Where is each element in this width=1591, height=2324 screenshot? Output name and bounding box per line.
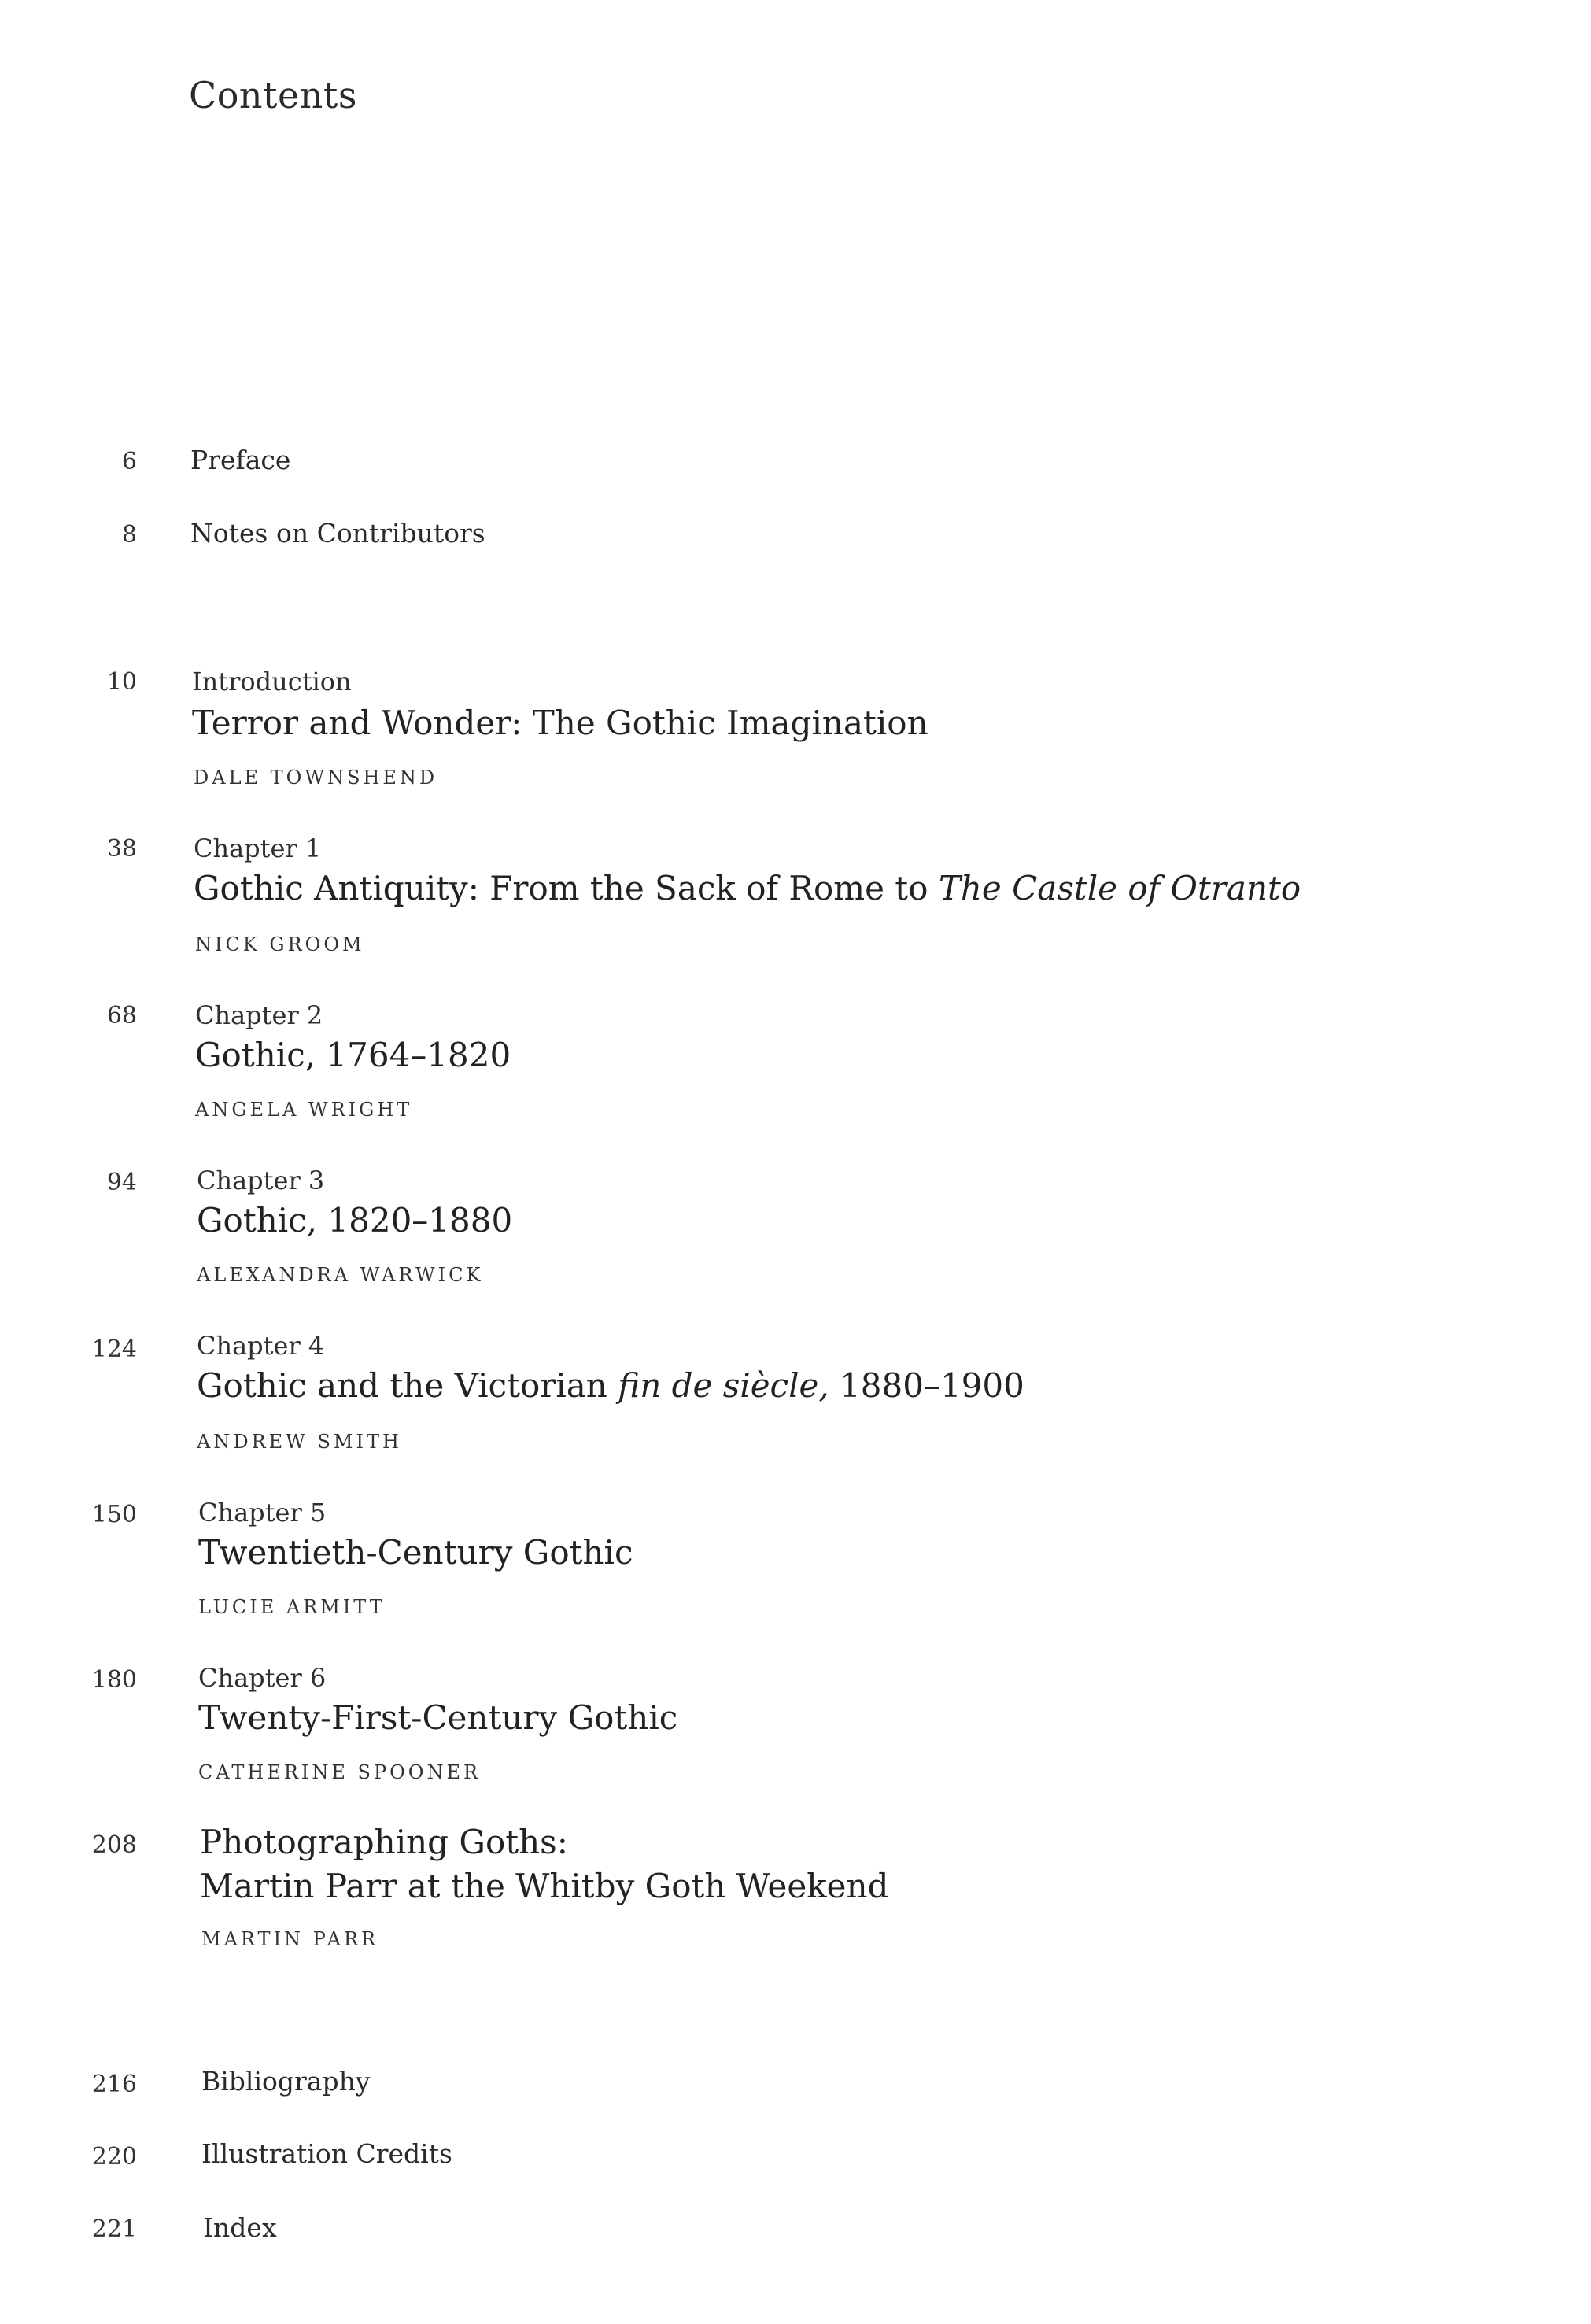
toc-page-number: 150: [91, 1501, 137, 1528]
page-title: Contents: [189, 74, 357, 116]
chapter-kicker: Chapter 4: [197, 1331, 325, 1361]
toc-entry-index: Index: [203, 2212, 277, 2243]
chapter-title: Terror and Wonder: The Gothic Imagination: [192, 704, 928, 742]
chapter-author: ALEXANDRA WARWICK: [197, 1264, 484, 1286]
chapter-author: ANDREW SMITH: [197, 1431, 402, 1453]
chapter-title: Gothic, 1764–1820: [195, 1036, 511, 1074]
chapter-title: Twentieth-Century Gothic: [198, 1533, 633, 1572]
toc-entry-illustration-credits: Illustration Credits: [201, 2138, 452, 2169]
chapter-author: MARTIN PARR: [201, 1928, 379, 1950]
chapter-author: NICK GROOM: [195, 933, 365, 955]
chapter-kicker: Chapter 6: [198, 1663, 327, 1693]
chapter-author: DALE TOWNSHEND: [194, 767, 438, 789]
toc-page-number: 8: [121, 521, 137, 549]
toc-page-number: 10: [106, 668, 137, 696]
toc-page-number: 180: [91, 1666, 137, 1694]
toc-entry-preface: Preface: [190, 445, 291, 475]
chapter-title: Twenty-First-Century Gothic: [198, 1698, 678, 1737]
chapter-kicker: Chapter 1: [194, 833, 322, 863]
chapter-author: LUCIE ARMITT: [198, 1596, 386, 1618]
chapter-title-line-2: Martin Parr at the Whitby Goth Weekend: [200, 1867, 889, 1905]
toc-page-number: 38: [106, 835, 137, 863]
toc-page-number: 216: [91, 2071, 137, 2098]
chapter-title: Gothic Antiquity: From the Sack of Rome to The Castle of Otranto: [194, 869, 1301, 907]
chapter-kicker: Chapter 2: [195, 1000, 323, 1030]
toc-page-number: 208: [91, 1831, 137, 1859]
toc-page-number: 220: [91, 2143, 137, 2171]
toc-page-number: 221: [91, 2215, 137, 2243]
chapter-author: CATHERINE SPOONER: [198, 1761, 482, 1783]
toc-page-number: 124: [91, 1336, 137, 1363]
chapter-title: Photographing Goths:: [200, 1823, 568, 1861]
chapter-kicker: Chapter 3: [197, 1166, 325, 1195]
toc-page-number: 68: [106, 1002, 137, 1029]
chapter-title: Gothic and the Victorian fin de siècle, 1880–1900: [197, 1366, 1024, 1405]
toc-page-number: 6: [121, 448, 137, 475]
toc-entry-notes-on-contributors: Notes on Contributors: [190, 518, 485, 549]
chapter-kicker: Chapter 5: [198, 1498, 327, 1528]
toc-entry-bibliography: Bibliography: [201, 2066, 371, 2097]
chapter-author: ANGELA WRIGHT: [195, 1099, 413, 1121]
chapter-kicker: Introduction: [192, 667, 352, 696]
chapter-title: Gothic, 1820–1880: [197, 1201, 513, 1240]
toc-page-number: 94: [106, 1169, 137, 1196]
